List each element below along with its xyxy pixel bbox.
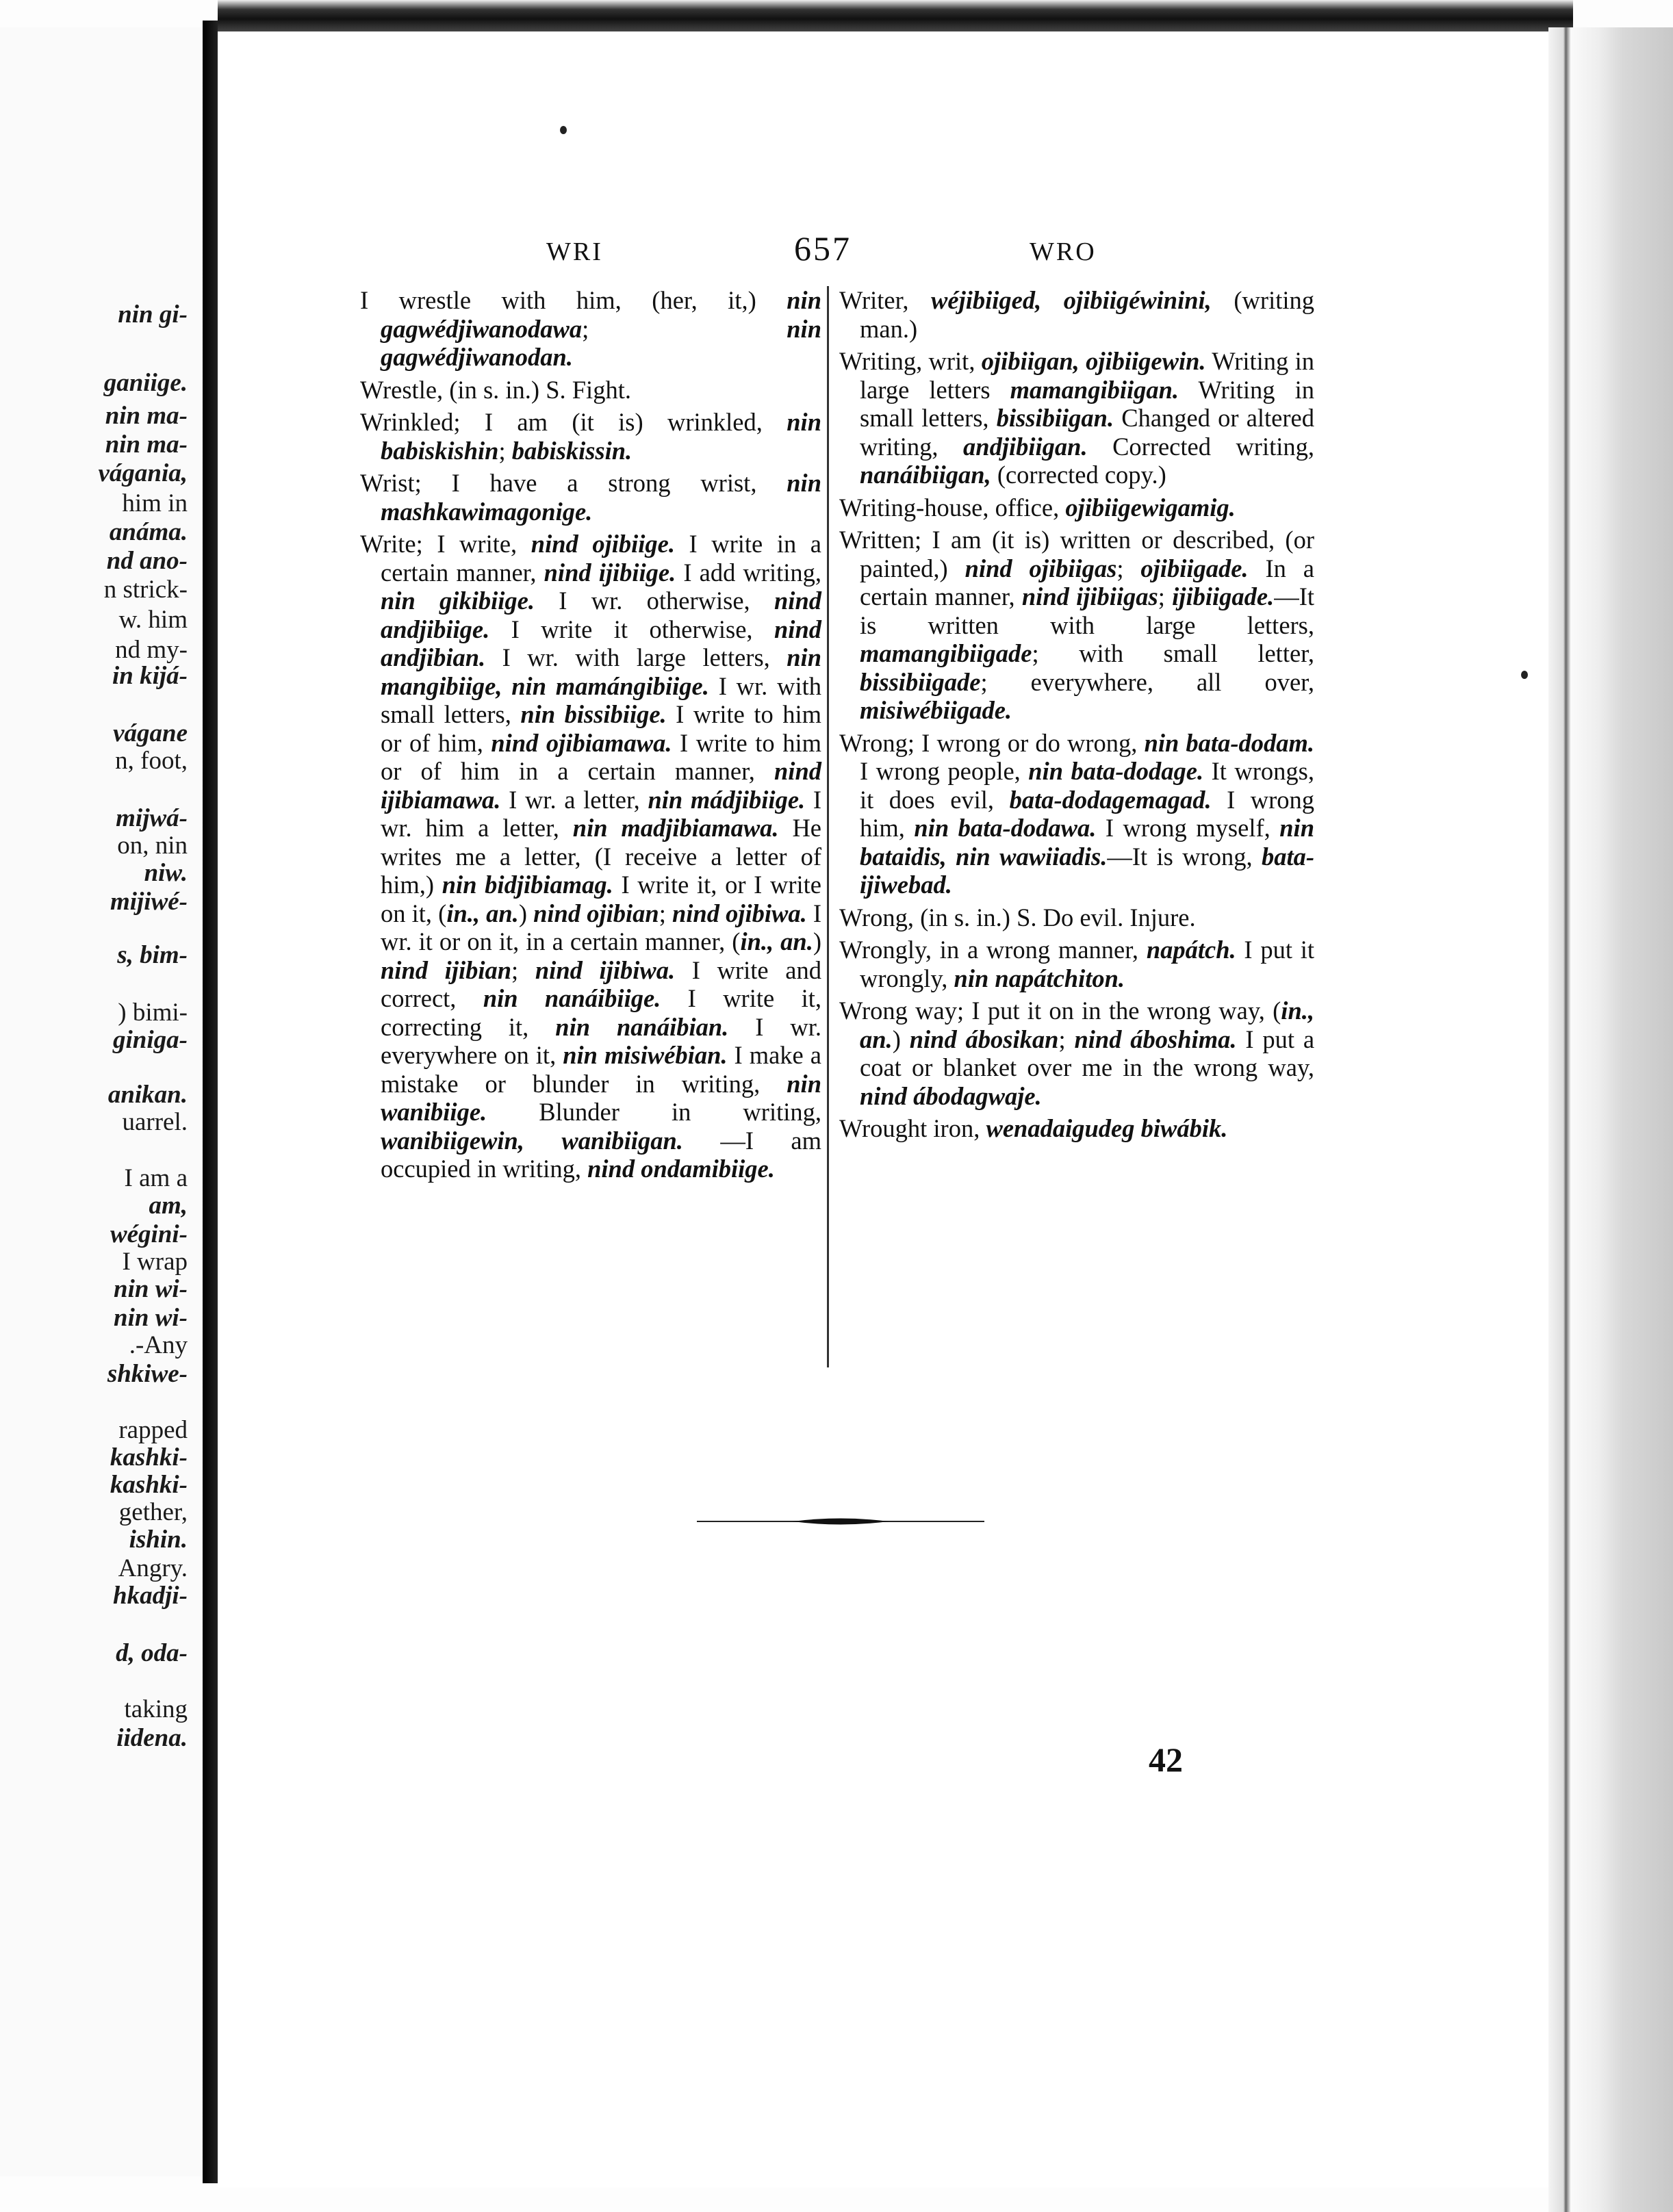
english-text: I write in a certain manner, — [381, 530, 821, 587]
ojibwe-term: bissibiigan. — [996, 404, 1114, 432]
dictionary-entry — [360, 408, 821, 465]
facing-page-text-fragment: wégini- — [110, 1220, 188, 1248]
facing-page-text-fragment: d, oda- — [116, 1639, 188, 1667]
right-column — [839, 286, 1314, 1147]
facing-page-text-fragment: kashki- — [110, 1443, 188, 1471]
facing-page-text-fragment: taking — [124, 1695, 188, 1723]
english-text: I wr. him a letter, — [381, 785, 821, 842]
column-divider — [827, 286, 829, 1367]
english-text: Wrong way; I put it on in the wrong way, ( — [839, 996, 1281, 1025]
english-text: I wrong myself, — [1096, 814, 1280, 842]
facing-page-text-fragment: I wrap — [122, 1248, 188, 1276]
english-text: I add writing, — [676, 558, 822, 587]
english-text: ; — [498, 436, 512, 465]
ojibwe-term: nind ondamibiige. — [587, 1155, 775, 1183]
english-text: Wrestle, (in s. in.) S. Fight. — [360, 375, 631, 404]
signature-number: 42 — [1149, 1740, 1183, 1779]
english-text: I wr. everywhere on it, — [381, 1012, 822, 1069]
english-text: —It is written with large letters, — [860, 582, 1314, 639]
english-text: I wr. a letter, — [500, 785, 648, 814]
ojibwe-term: nin napátchiton. — [954, 964, 1125, 992]
ojibwe-term: nin bissibiige. — [520, 700, 667, 728]
ojibwe-term: ijibiigade. — [1172, 582, 1275, 610]
ojibwe-term: nind ijibian — [381, 955, 512, 984]
ojibwe-term: nin babiskishin — [381, 408, 821, 465]
end-ornament — [697, 1514, 984, 1529]
english-text: Wrong, (in s. in.) S. Do evil. Injure. — [839, 903, 1196, 931]
ojibwe-term: ojibiigan, ojibiigewin. — [981, 347, 1206, 375]
facing-page-text-fragment: rapped — [118, 1416, 188, 1444]
ojibwe-term: mamangibiigan. — [1010, 375, 1179, 404]
facing-page-text-fragment: giniga- — [113, 1026, 188, 1054]
english-text: Wrongly, in a wrong manner, — [839, 936, 1147, 964]
page-top-edge — [218, 0, 1573, 31]
dictionary-entry — [839, 903, 1314, 932]
ojibwe-term: nin wanibiige. — [381, 1069, 821, 1126]
facing-page-text-fragment: nin gi- — [118, 300, 188, 329]
facing-page-text-fragment: nin wi- — [114, 1304, 188, 1332]
facing-page-text-fragment: on, nin — [117, 832, 188, 860]
english-text: (corrected copy.) — [991, 461, 1166, 489]
book-gutter — [203, 21, 218, 2183]
ojibwe-term: nin misiwébian. — [563, 1041, 728, 1069]
facing-page-text-fragment: Angry. — [118, 1554, 188, 1582]
english-text: ; — [1158, 582, 1173, 610]
dictionary-entry — [839, 996, 1314, 1110]
english-text: Changed or altered writing, — [860, 404, 1314, 461]
english-text: Writing in large letters — [860, 347, 1314, 404]
ojibwe-term: nind andjibian. — [381, 615, 821, 671]
facing-page-text-fragment: hkadji- — [113, 1582, 188, 1610]
english-text: Blunder in writing, — [487, 1098, 821, 1126]
english-text: I wrong people, — [860, 757, 1029, 785]
page-dot-mark — [1521, 671, 1528, 679]
english-text: It wrongs, it does evil, — [860, 757, 1314, 814]
facing-page-text-fragment: nin wi- — [114, 1275, 188, 1303]
facing-page-text-fragment: vágane — [113, 719, 188, 747]
english-text: ; with small letter, — [1032, 639, 1314, 667]
english-text: ; — [511, 955, 535, 984]
english-text: ; everywhere, all over, — [980, 667, 1314, 696]
facing-page-text-fragment: ) bimi- — [118, 999, 188, 1027]
ojibwe-term: nin gagwédjiwanodawa — [381, 286, 821, 343]
ojibwe-term: mamangibiigade — [860, 639, 1032, 667]
ojibwe-term: nin mádjibiige. — [648, 785, 806, 814]
dictionary-entry — [839, 1114, 1314, 1143]
english-text: I write to him or of him in a certain manner, — [381, 728, 821, 785]
ojibwe-term: nin bata-dodage. — [1028, 757, 1204, 785]
english-text: Writing, writ, — [839, 347, 982, 375]
ojibwe-term: in., an. — [446, 899, 519, 927]
ojibwe-term: nin mangibiige, nin mamángibiige. — [381, 643, 821, 700]
facing-page-text-fragment: ganiige. — [103, 369, 188, 397]
facing-page-text-fragment: s, bim- — [117, 941, 188, 969]
dictionary-entry — [839, 347, 1314, 489]
ojibwe-term: nin bata-dodawa. — [914, 814, 1097, 842]
ojibwe-term: nind ijibiigas — [1021, 582, 1158, 610]
facing-page-text-fragment: w. him — [118, 606, 188, 634]
english-text: I write it, correcting it, — [381, 984, 821, 1041]
facing-page-text-fragment: nin ma- — [105, 402, 188, 430]
english-text: I wr. with large letters, — [485, 643, 787, 671]
ojibwe-term: wenadaigudeg biwábik. — [986, 1114, 1228, 1142]
english-text: Writing in small letters, — [860, 375, 1314, 432]
facing-page-text-fragment: uarrel. — [122, 1108, 188, 1136]
ojibwe-term: nind ábosikan — [909, 1025, 1059, 1053]
ojibwe-term: nin bata-dodam. — [1144, 728, 1314, 757]
english-text: I make a mistake or blunder in writing, — [381, 1041, 821, 1098]
english-text: I write it otherwise, — [489, 615, 774, 643]
ojibwe-term: nin madjibiamawa. — [572, 814, 779, 842]
facing-page-text-fragment: iidena. — [116, 1724, 188, 1752]
ojibwe-term: nind ojibiigas — [965, 554, 1117, 582]
english-text: Wrinkled; I am (it is) wrinkled, — [360, 408, 787, 436]
ojibwe-term: nin nanáibian. — [555, 1012, 729, 1041]
facing-page-text-fragment: anáma. — [109, 518, 188, 546]
english-text: I write and correct, — [381, 955, 821, 1012]
facing-page-text-fragment: anikan. — [107, 1081, 188, 1109]
english-text: Write; I write, — [360, 530, 531, 558]
dictionary-entry — [360, 376, 821, 404]
english-text: Writer, — [839, 286, 932, 314]
ojibwe-term: nind ojibiamawa. — [491, 728, 672, 757]
english-text: ; — [659, 899, 672, 927]
english-text: —I am occupied in writing, — [381, 1126, 822, 1183]
ojibwe-term: ojibiigewigamig. — [1065, 493, 1236, 522]
ojibwe-term: nind ojibian — [533, 899, 659, 927]
ojibwe-term: nind ijibiamawa. — [381, 757, 821, 814]
facing-page-text-fragment: am, — [149, 1192, 188, 1220]
english-text: —It is wrong, — [1107, 842, 1262, 871]
facing-page-text-fragment: in kijá- — [112, 662, 188, 690]
ojibwe-term: nin gikibiige. — [381, 587, 535, 615]
english-text: In a certain manner, — [860, 554, 1314, 610]
ojibwe-term: nind ojibiige. — [531, 530, 675, 558]
english-text: I put it wrongly, — [860, 936, 1314, 992]
dictionary-entry — [360, 469, 821, 526]
english-text: I write to him or of him, — [381, 700, 822, 757]
page-fore-edge — [1548, 27, 1673, 2212]
ojibwe-term: babiskissin. — [511, 436, 633, 465]
dictionary-entry — [839, 526, 1314, 725]
ojibwe-term: nanáibiigan, — [860, 461, 991, 489]
english-text: I put a coat or blanket over me in the wrong way, — [860, 1025, 1315, 1081]
facing-page-text-fragment: n, foot, — [115, 747, 188, 775]
english-text: Corrected writing, — [1087, 432, 1315, 461]
ojibwe-term: nind ijibiwa. — [535, 955, 676, 984]
dictionary-entry — [360, 530, 821, 1183]
ojibwe-term: bata-ijiwebad. — [860, 842, 1315, 899]
english-text: Wrist; I have a strong wrist, — [360, 469, 787, 497]
ojibwe-term: nin gagwédjiwanodan. — [381, 314, 821, 371]
facing-page-text-fragment: nin ma- — [105, 430, 188, 459]
english-text: Wrong; I wrong or do wrong, — [839, 728, 1145, 757]
ojibwe-term: bata-dodagemagad. — [1009, 785, 1212, 814]
ojibwe-term: in., an. — [860, 996, 1314, 1053]
english-text: I wr. it or on it, in a certain manner, ( — [381, 899, 822, 955]
ojibwe-term: nin bataidis, nin wawiiadis. — [860, 814, 1314, 871]
ojibwe-term: nind ábodagwaje. — [860, 1081, 1042, 1110]
page-dot-mark — [560, 126, 567, 134]
english-text: ; — [582, 314, 787, 343]
ojibwe-term: ojibiigade. — [1140, 554, 1249, 582]
facing-page-text-fragment: niw. — [144, 859, 188, 887]
facing-page-text-fragment: .-Any — [129, 1331, 188, 1359]
ojibwe-term: nind ijibiige. — [544, 558, 676, 587]
left-column — [360, 286, 821, 1187]
ojibwe-term: napátch. — [1146, 936, 1236, 964]
page-number: 657 — [794, 229, 852, 268]
facing-page-text-fragment: nd my- — [115, 636, 188, 664]
dictionary-entry — [839, 936, 1314, 992]
dictionary-entry — [839, 729, 1314, 899]
left-guide-word: WRI — [546, 237, 603, 266]
ojibwe-term: nin nanáibiige. — [483, 984, 661, 1012]
english-text: I wr. otherwise, — [534, 587, 774, 615]
ojibwe-term: misiwébiigade. — [860, 696, 1012, 724]
english-text: I wr. with small letters, — [381, 671, 821, 728]
english-text: Wrought iron, — [839, 1114, 986, 1142]
facing-page-text-fragment: ishin. — [129, 1526, 188, 1554]
facing-page-text-fragment: n strick- — [103, 576, 188, 604]
ojibwe-term: andjibiigan. — [963, 432, 1088, 461]
ojibwe-term: nin bidjibiamag. — [442, 871, 613, 899]
english-text: I wrestle with him, (her, it,) — [360, 286, 787, 314]
ojibwe-term: nind áboshima. — [1074, 1025, 1237, 1053]
english-text: I wrong him, — [860, 785, 1315, 842]
english-text: ) — [813, 927, 821, 955]
facing-page-text-fragment: mijwá- — [116, 804, 188, 832]
ojibwe-term: nin mashkawimagonige. — [381, 469, 821, 526]
facing-page-text-fragment: nd ano- — [106, 547, 188, 575]
right-guide-word: WRO — [1030, 237, 1097, 266]
facing-page-text-fragment: him in — [122, 489, 188, 517]
facing-page-text-fragment: mijiwé- — [110, 888, 188, 916]
facing-page-text-fragment: shkiwe- — [107, 1360, 188, 1388]
facing-page-text-fragment: kashki- — [110, 1471, 188, 1499]
english-text: Writing-house, office, — [839, 493, 1066, 522]
english-text: ; — [1058, 1025, 1075, 1053]
ojibwe-term: bissibiigade — [860, 667, 981, 696]
dictionary-entry — [360, 286, 821, 372]
facing-page-text-fragment: gether, — [118, 1498, 188, 1526]
english-text: (writing man.) — [860, 286, 1314, 343]
english-text: ) — [518, 899, 534, 927]
ojibwe-term: wanibiigewin, wanibiigan. — [381, 1126, 683, 1155]
ojibwe-term: nind andjibiige. — [381, 587, 821, 643]
ojibwe-term: wéjibiiged, ojibiigéwinini, — [931, 286, 1212, 314]
facing-page-edge — [0, 27, 203, 2176]
ojibwe-term: in., an. — [740, 927, 813, 955]
english-text: ) — [892, 1025, 910, 1053]
facing-page-text-fragment: vágania, — [98, 459, 188, 487]
dictionary-entry — [839, 286, 1314, 343]
english-text: He writes me a letter, (I receive a letter of him,) — [381, 814, 821, 899]
english-text: ; — [1116, 554, 1141, 582]
dictionary-page — [218, 31, 1548, 2187]
facing-page-text-fragment: I am a — [124, 1164, 188, 1192]
dictionary-entry — [839, 493, 1314, 522]
english-text: I write it, or I write on it, ( — [381, 871, 821, 927]
ojibwe-term: nind ojibiwa. — [672, 899, 807, 927]
english-text: Written; I am (it is) written or described, (or painted,) — [839, 526, 1314, 582]
